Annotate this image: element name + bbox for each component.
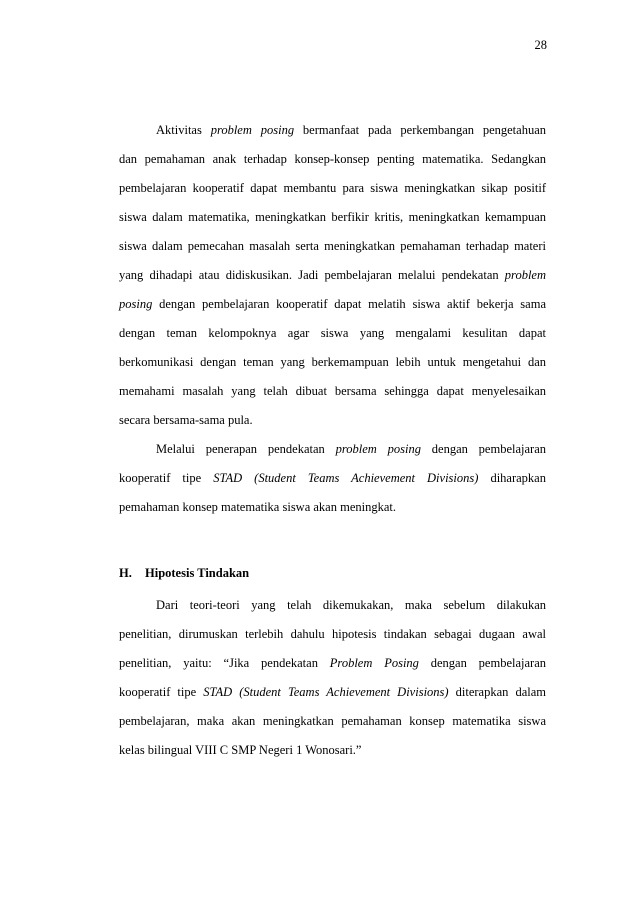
italic-term: Problem Posing (329, 656, 419, 670)
italic-term: problem posing (210, 123, 295, 137)
section-heading-title: Hipotesis Tindakan (145, 566, 250, 580)
text-line: siswa dalam matematika, meningkatkan berfikir kritis, meningkatkan kemampuan (119, 210, 546, 224)
text-line: berkomunikasi dengan teman yang berkemampuan lebih untuk mengetahui dan (119, 355, 546, 369)
text-line: kooperatif tipe STAD (Student Teams Achievement Divisions) diterapkan dalam (119, 685, 546, 699)
paragraph-problem-posing-benefits (119, 116, 546, 435)
page-number: 28 (534, 38, 547, 52)
text-line: pembelajaran kooperatif dapat membantu para siswa meningkatkan sikap positif (119, 181, 546, 195)
text-line: yang dihadapi atau didiskusikan. Jadi pembelajaran melalui pendekatan problem (119, 268, 546, 282)
text-line: penelitian, yaitu: “Jika pendekatan Problem Posing dengan pembelajaran (119, 656, 546, 670)
italic-term: posing (119, 297, 153, 311)
section-heading-number: H. (119, 566, 132, 580)
italic-term: problem (504, 268, 546, 282)
italic-term: STAD (Student Teams Achievement Divisions) (203, 685, 449, 699)
text-line: memahami masalah yang telah dibuat bersama sehingga dapat menyelesaikan (119, 384, 546, 398)
text-line: dan pemahaman anak terhadap konsep-konsep penting matematika. Sedangkan (119, 152, 546, 166)
section-heading (119, 563, 249, 583)
text-line: kooperatif tipe STAD (Student Teams Achievement Divisions) diharapkan (119, 471, 546, 485)
text-line: posing dengan pembelajaran kooperatif dapat melatih siswa aktif bekerja sama (119, 297, 546, 311)
text-line: Dari teori-teori yang telah dikemukakan, maka sebelum dilakukan (156, 598, 546, 612)
text-line: pemahaman konsep matematika siswa akan meningkat. (119, 500, 396, 514)
text-line: dengan teman kelompoknya agar siswa yang mengalami kesulitan dapat (119, 326, 546, 340)
text-line: secara bersama-sama pula. (119, 413, 253, 427)
text-line: pembelajaran, maka akan meningkatkan pemahaman konsep matematika siswa (119, 714, 546, 728)
text-line: siswa dalam pemecahan masalah serta meningkatkan pemahaman terhadap materi (119, 239, 546, 253)
paragraph-hypothesis (119, 591, 546, 765)
italic-term: STAD (Student Teams Achievement Divisions) (213, 471, 479, 485)
italic-term: problem posing (335, 442, 421, 456)
text-line: Aktivitas problem posing bermanfaat pada perkembangan pengetahuan (156, 123, 546, 137)
text-line: penelitian, dirumuskan terlebih dahulu hipotesis tindakan sebagai dugaan awal (119, 627, 546, 641)
paragraph-stad-expectation (119, 435, 546, 522)
text-line: kelas bilingual VIII C SMP Negeri 1 Wonosari.” (119, 743, 362, 757)
text-line: Melalui penerapan pendekatan problem posing dengan pembelajaran (156, 442, 546, 456)
